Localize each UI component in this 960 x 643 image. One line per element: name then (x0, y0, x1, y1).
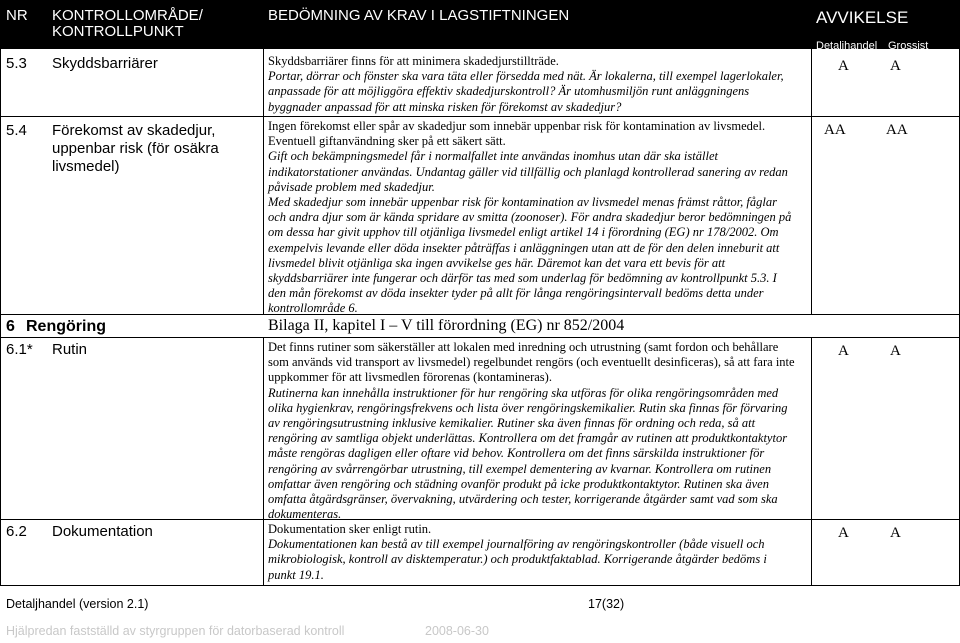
grid-line (0, 337, 1, 585)
row-nr: 6.2 (6, 523, 27, 540)
paragraph: Skyddsbarriärer finns för att minimera skadedjurstillträde. (268, 54, 559, 68)
header-area-line2: KONTROLLPUNKT (52, 23, 184, 40)
grid-line (0, 585, 960, 586)
grid-line (0, 116, 960, 117)
paragraph: Dokumentation sker enligt rutin. (268, 522, 432, 536)
paragraph: Eventuell giftanvändning sker på ett säkert sätt. (268, 134, 506, 149)
header-assessment: BEDÖMNING AV KRAV I LAGSTIFTNINGEN (268, 7, 570, 24)
header-deviation: AVVIKELSE (816, 8, 909, 27)
paragraph: Gift och bekämpningsmedel får i normalfallet inte användas inomhus utan där ska istället indikatorstationer användas. Undantag gäller vid tillfällig och planlagd kontrollerad sanering av redan påvisade problem med skadedjur. (268, 149, 788, 194)
grade-detail: A (838, 58, 849, 74)
row-area: Dokumentation (52, 523, 153, 540)
row-area-line3: livsmedel) (52, 158, 120, 175)
grade-wholesale: A (890, 58, 901, 74)
row-area-line1: Förekomst av skadedjur, (52, 122, 216, 139)
row-assessment (268, 340, 796, 522)
footer-note: Hjälpredan fastställd av styrgruppen för datorbaserad kontroll (6, 624, 345, 638)
grade-detail: AA (824, 122, 846, 138)
footer-date: 2008-06-30 (425, 624, 489, 638)
paragraph: Portar, dörrar och fönster ska vara täta eller försedda med nät. Är lokalerna, till exempel lagerlokaler, anpassade för att möjliggöra effektiv skadedjurskontroll? Är utomhusmiljön runt anläggningens byggnader anpassad för att minska risken för förekomst av skadedjur? (268, 69, 784, 114)
paragraph: Med skadedjur som innebär uppenbar risk för kontamination av livsmedel menas främst råttor, fåglar och andra djur som är kända spridare av smitta (zoonoser). För andra skadedjur beror bedömningen på om dessa har givit upphov till otjänliga livsmedel enligt artikel 14 i förordning (EG) nr 178/2002. Om exempelvis levande eller döda insekter påträffas i anläggningen utan att de för den delen inneburit att livsmedel blivit otjänliga ska ingen avvikelse ges här. Däremot kan det vara ett bevis för att skyddsbarriärer inte fungerar och därför tas med som underlag för bedömning av kontrollpunkt 5.3. I den mån förekomst av döda insekter tyder på allt för långa rengöringsintervall bedöms detta under kontrollområde 6. (268, 195, 792, 316)
row-assessment (268, 119, 796, 317)
footer-doc-name: Detaljhandel (version 2.1) (6, 597, 149, 611)
grid-line (263, 337, 264, 585)
row-nr: 6.1* (6, 341, 33, 358)
grade-detail: A (838, 525, 849, 541)
header-sub-wholesale: Grossist (888, 40, 929, 52)
grade-detail: A (838, 343, 849, 359)
paragraph: Det finns rutiner som säkerställer att lokalen med inredning och utrustning (samt fordon och behållare som används vid transport av livsmedel) regelbundet rengörs (och eventuellt desinficeras), så att fara inte uppkommer för att livsmedlen förorenas (kontamineras). (268, 340, 795, 385)
paragraph: Rutinerna kan innehålla instruktioner för hur rengöring ska utföras för olika rengöringsområden med olika hygienkrav, rengöringsfrekvens och lista över rengöringskemikalier. Rutin ska finnas för förvaring av rengöringsutrustning inklusive kemikalier. Rutiner ska även finnas för ordning och reda, så att rengöring av samtliga objekt underlättas. Kontrollera om det framgår av rutinen att produktkontaktytor måste rengöras dagligen eller oftare vid behov. Kontrollera om det finns särskilda instruktioner för rengöring av svårrengörbar utrustning, till exempel dementering av kvarnar. Kontrollera om rutinen omfattar även rengöring och städning ovanför produkt på icke produktkontaktytor. Rutinen ska även omfatta åtgärdsgränser, övervakning, utvärdering och tester, korrigerande åtgärder samt vad som ska dokumenteras. (268, 385, 788, 522)
header-sub-detail: Detaljhandel (816, 40, 878, 52)
row-assessment (268, 522, 796, 583)
row-nr: 5.3 (6, 55, 27, 72)
paragraph: Dokumentationen kan bestå av till exempel journalföring av rengöringskontroller (både visuell och mikrobiologisk, kontroll av disktemperatur.) och produktfaktablad. Korrigerande åtgärder bedöms i punkt 19.1. (268, 537, 767, 582)
row-area: Skyddsbarriärer (52, 55, 158, 72)
section-title: Rengöring (26, 318, 106, 335)
footer-page: 17(32) (588, 597, 625, 611)
grid-line (0, 337, 960, 338)
grid-line (811, 337, 812, 585)
section-number: 6 (6, 318, 15, 335)
grid-line (263, 49, 264, 314)
section-legislation: Bilaga II, kapitel I – V till förordning (EG) nr 852/2004 (268, 317, 625, 334)
row-nr: 5.4 (6, 122, 27, 139)
row-assessment (268, 54, 796, 115)
grid-line (811, 49, 812, 314)
grade-wholesale: AA (886, 122, 908, 138)
header-area-line1: KONTROLLOMRÅDE/ (52, 7, 203, 24)
grid-line (0, 49, 1, 337)
row-area: Rutin (52, 341, 88, 358)
grade-wholesale: A (890, 525, 901, 541)
grade-wholesale: A (890, 343, 901, 359)
row-area-line2: uppenbar risk (för osäkra (52, 140, 219, 157)
paragraph: Ingen förekomst eller spår av skadedjur som innebär uppenbar risk för kontamination av livsmedel. (268, 119, 766, 133)
header-nr: NR (6, 7, 28, 24)
